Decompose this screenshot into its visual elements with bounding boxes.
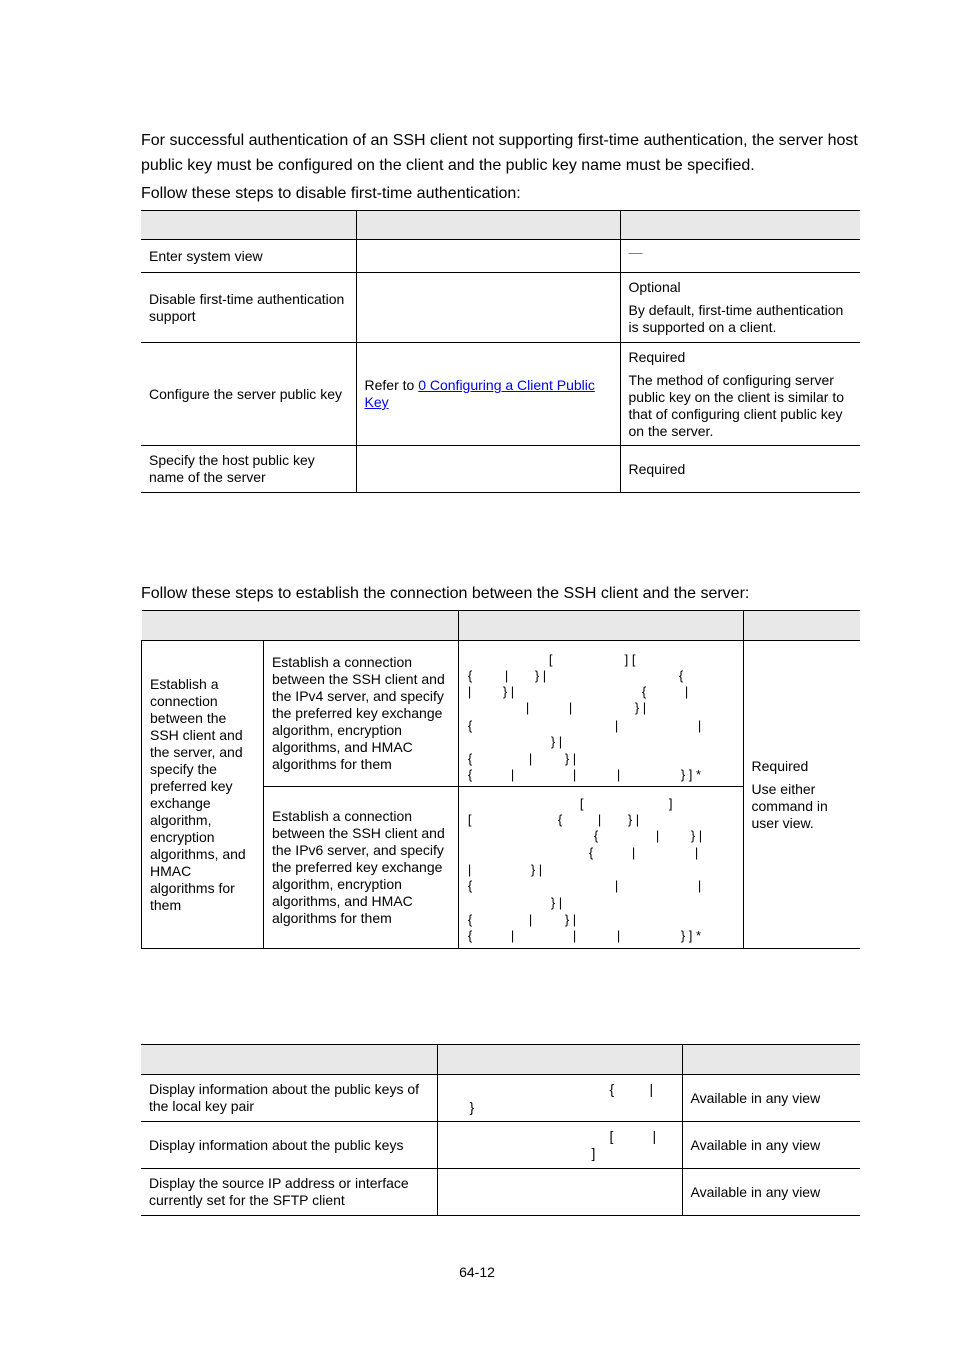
command-cell (458, 787, 743, 949)
syntax-fragment: | (597, 811, 602, 827)
header-cell (437, 1045, 682, 1075)
syntax-fragment: | (684, 683, 689, 699)
intro-paragraph: For successful authentication of an SSH client not supporting first-time authentication, the server host public key must be configured on the client and the public key name must be specified. (141, 132, 858, 174)
page-number: 64-12 (459, 1264, 495, 1280)
syntax-fragment: | (697, 877, 702, 893)
syntax-fragment: { (557, 811, 563, 827)
refer-text: Refer to (364, 377, 419, 393)
client-public-key-link[interactable]: 0 Configuring a Client Public Key (364, 377, 595, 410)
header-cell (142, 611, 459, 641)
operation-cell: Display the source IP address or interface currently set for the SFTP client (141, 1169, 437, 1216)
syntax-fragment: [ (467, 811, 472, 827)
syntax-fragment: | (616, 766, 621, 782)
remark-cell (620, 273, 860, 343)
display-commands-table (141, 1044, 860, 1216)
command-cell (437, 1122, 682, 1169)
operation-cell: Display information about the public keys of the local key pair (149, 1081, 420, 1114)
header-cell (356, 211, 620, 240)
remark-cell: Required (620, 446, 860, 493)
syntax-fragment: [ (579, 795, 584, 811)
syntax-fragment: } ] * (680, 927, 702, 943)
syntax-fragment: | (649, 1081, 654, 1097)
table-row (141, 343, 860, 446)
table-row (141, 273, 860, 343)
syntax-fragment: | (467, 861, 472, 877)
syntax-fragment: | (510, 927, 515, 943)
table-row (141, 446, 860, 493)
syntax-fragment: { (467, 911, 473, 927)
table-header-row (141, 1045, 860, 1075)
syntax-fragment: { (467, 766, 473, 782)
remark-cell (620, 343, 860, 446)
syntax-fragment: | (572, 927, 577, 943)
syntax-fragment: } | (690, 827, 703, 843)
command-cell (437, 1075, 682, 1122)
header-cell (141, 1045, 437, 1075)
remark-detail: By default, first-time authentication is supported on a client. (628, 302, 844, 335)
ipv4-command-syntax (459, 644, 743, 784)
syntax-fragment: } | (530, 861, 543, 877)
syntax-fragment: { (588, 844, 594, 860)
remark-requirement: Required (628, 348, 686, 365)
syntax-fragment: [ ] [ (548, 651, 636, 667)
step-cell: Configure the server public key (141, 343, 356, 446)
syntax-fragment: | (528, 750, 533, 766)
table-row (142, 641, 861, 787)
syntax-fragment: } | (564, 911, 577, 927)
steps-intro-1: Follow these steps to disable first-time authentication: (141, 185, 521, 202)
remark-requirement: Required (751, 757, 809, 774)
syntax-fragment: } | (634, 699, 647, 715)
step-cell: Enter system view (149, 247, 263, 264)
syntax-fragment: } (469, 1099, 475, 1115)
command-cell (356, 273, 620, 343)
syntax-fragment: } | (502, 683, 515, 699)
syntax-fragment: { (467, 877, 473, 893)
syntax-fragment: } | (550, 894, 563, 910)
command-cell (356, 240, 620, 273)
syntax-fragment: } | (534, 667, 547, 683)
operation-cell: Display information about the public keys (141, 1122, 437, 1169)
remark-detail: Use either command in user view. (751, 780, 828, 831)
dash: — (628, 244, 643, 260)
table-header-row (141, 211, 860, 240)
syntax-fragment: } | (564, 750, 577, 766)
syntax-fragment: | (510, 766, 515, 782)
syntax-fragment: ] (668, 795, 673, 811)
ssh-connection-table (141, 610, 860, 949)
subtask-cell: Establish a connection between the SSH client and the IPv4 server, and specify the preferred key exchange algorithm, encryption algorithms, and HMAC algorithms for them (263, 641, 458, 787)
syntax-fragment: } | (550, 733, 563, 749)
remark-cell (743, 641, 860, 949)
remark-detail: The method of configuring server public key on the client is similar to that of configuring client public key on the server. (628, 371, 845, 439)
syntax-fragment: | (528, 911, 533, 927)
table-row (141, 1122, 860, 1169)
syntax-fragment: { (593, 827, 599, 843)
syntax-fragment: { (609, 1081, 615, 1097)
header-cell (458, 611, 743, 641)
syntax-fragment: | (631, 844, 636, 860)
syntax-fragment: | (525, 699, 530, 715)
ipv6-command-syntax (459, 788, 743, 948)
syntax-fragment: [ (609, 1128, 614, 1144)
header-cell (620, 211, 860, 240)
syntax-fragment: { (467, 750, 473, 766)
syntax-fragment: } | (627, 811, 640, 827)
remark-cell: Available in any view (682, 1169, 860, 1216)
syntax-fragment: | (616, 927, 621, 943)
syntax-fragment: | (504, 667, 509, 683)
disable-first-time-auth-table (141, 210, 860, 493)
syntax-fragment: | (694, 844, 699, 860)
syntax-fragment: | (572, 766, 577, 782)
syntax-fragment: | (655, 827, 660, 843)
remark-requirement: Optional (628, 279, 681, 295)
step-cell: Specify the host public key name of the server (141, 446, 356, 493)
header-cell (141, 211, 356, 240)
step-cell: Disable first-time authentication support (141, 273, 356, 343)
steps-intro-2: Follow these steps to establish the connection between the SSH client and the server: (141, 585, 750, 602)
syntax-fragment: | (652, 1128, 657, 1144)
syntax-fragment: | (614, 717, 619, 733)
subtask-cell: Establish a connection between the SSH client and the IPv6 server, and specify the preferred key exchange algorithm, encryption algorithms, and HMAC algorithms for them (263, 787, 458, 949)
command-cell (458, 641, 743, 787)
syntax-fragment: { (678, 667, 684, 683)
todo-cell: Establish a connection between the SSH client and the server, and specify the preferred key exchange algorithm, encryption algorithms, and HMAC algorithms for them (142, 641, 264, 949)
syntax-fragment: { (641, 683, 647, 699)
syntax-fragment: { (467, 667, 473, 683)
table-header-row (142, 611, 861, 641)
syntax-fragment: { (467, 927, 473, 943)
table-row (141, 1075, 860, 1122)
command-cell (356, 343, 620, 446)
remark-cell (620, 240, 860, 273)
command-cell (356, 446, 620, 493)
syntax-fragment: ] (591, 1145, 596, 1161)
syntax-fragment: | (568, 699, 573, 715)
syntax-fragment: | (614, 877, 619, 893)
header-cell (682, 1045, 860, 1075)
header-cell (743, 611, 860, 641)
syntax-fragment: | (467, 683, 472, 699)
command-cell (437, 1169, 682, 1216)
remark-cell: Available in any view (682, 1075, 860, 1122)
remark-cell: Available in any view (682, 1122, 860, 1169)
syntax-fragment: | (697, 717, 702, 733)
table-row (141, 240, 860, 273)
syntax-fragment: { (467, 717, 473, 733)
table-row (141, 1169, 860, 1216)
syntax-fragment: } ] * (680, 766, 702, 782)
